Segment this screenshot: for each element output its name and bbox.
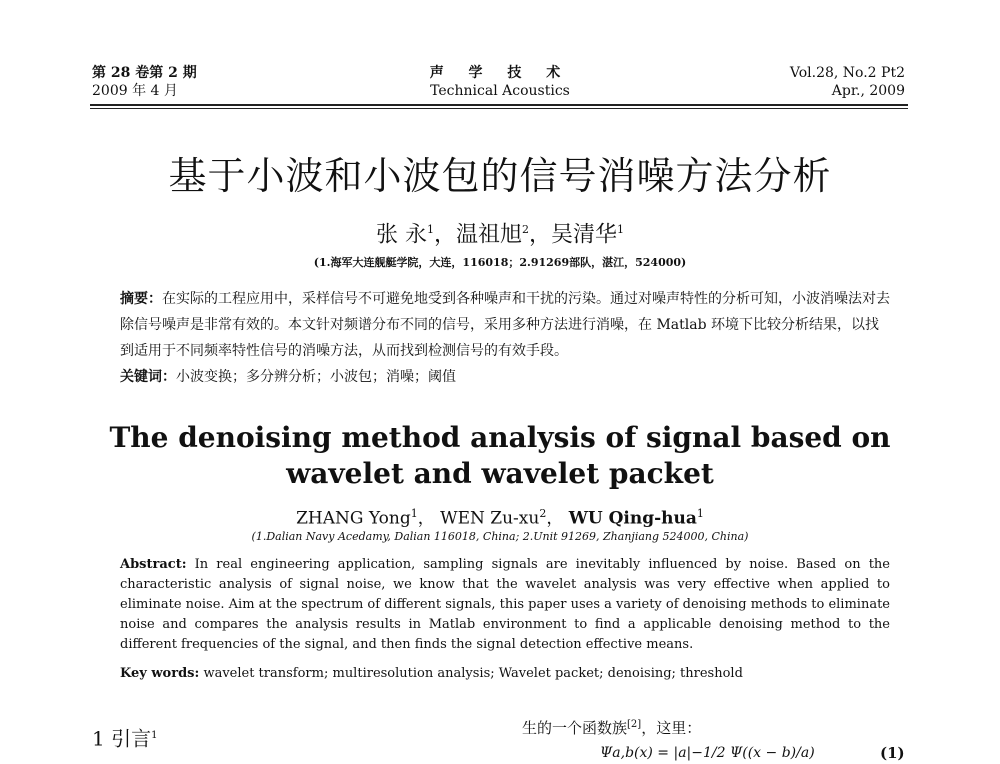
paper-title-en: The denoising method analysis of signal based on wavelet and wavelet packet (109, 421, 891, 490)
author-affil-mark: 2 (539, 507, 547, 520)
author-name: 张 永 (375, 222, 427, 248)
equation-number: (1) (880, 744, 905, 762)
affiliation-en: (1.Dalian Navy Acedamy, Dalian 116018, China; 2.Unit 91269, Zhanjiang 524000, China) (251, 530, 749, 543)
issue-volume: 第 28 卷第 2 期 (92, 65, 197, 81)
author-affil-mark: 1 (426, 223, 434, 236)
body-text-column2 (522, 714, 701, 739)
affiliation-cn: (1.海军大连舰艇学院，大连，116018；2.91269部队，湛江，524000) (313, 256, 687, 269)
abstract-en-label: Abstract: (120, 557, 187, 572)
author-separator: ， (546, 508, 569, 529)
author-name: 温祖旭 (455, 222, 522, 248)
abstract-cn (120, 286, 890, 364)
citation-ref: [2] (627, 719, 642, 730)
author-affil-mark: 1 (617, 223, 625, 236)
abstract-cn-text: 在实际的工程应用中，采样信号不可避免地受到各种噪声和干扰的污染。通过对噪声特性的分析可知，小波消噪法对去除信号噪声是非常有效的。本文针对频谱分布不同的信号，采用多种方法进行消噪，在 Matlab 环境下比较分析结果，以找到适用于不同频率特性信号的消噪方法，从而找到检测信号的有效手段。 (120, 291, 890, 359)
author-separator: ， (529, 222, 552, 248)
abstract-cn-label: 摘要： (120, 291, 162, 307)
author-affil-mark: 1 (696, 507, 704, 520)
author-name-en: WU Qing-hua (568, 508, 697, 529)
section-title: 1 引言 (92, 726, 152, 751)
journal-name-en: Technical Acoustics (430, 83, 570, 99)
abstract-en (120, 555, 890, 655)
paper-title-cn: 基于小波和小波包的信号消噪方法分析 (168, 154, 832, 198)
author-name: 吴清华 (551, 222, 618, 248)
author-separator: ， (433, 222, 456, 248)
abstract-en-text: In real engineering application, sampling signals are inevitably influenced by noise. Based on the characteristic analysis of signal noise, we know that the wavelet analysis was very effective when applied to eliminate noise. Aim at the spectrum of different signals, this paper uses a variety of denoising methods to eliminate noise and compares the analysis results in Matlab environment to find a applicable denoising method to the different frequencies of the signal, and then finds the signal detection effective means. (120, 557, 891, 652)
issue-volume-en: Vol.28, No.2 Pt2 (789, 65, 905, 81)
journal-issue-en (790, 64, 905, 100)
author-separator: ， (417, 508, 441, 529)
issue-date: 2009 年 4 月 (92, 83, 178, 99)
author-affil-mark: 1 (410, 507, 418, 520)
keywords-en (120, 664, 890, 684)
author-affil-mark: 2 (522, 223, 529, 236)
keywords-en-label: Key words: (120, 666, 200, 681)
author-name-en: ZHANG Yong (296, 508, 411, 529)
keywords-cn-label: 关键词： (120, 369, 176, 385)
author-list-cn (0, 215, 1000, 250)
issue-date-en: Apr., 2009 (831, 83, 905, 99)
body-text: 生的一个函数族 (522, 719, 628, 737)
keywords-cn-text: 小波变换；多分辨分析；小波包；消噪；阈值 (176, 369, 456, 385)
journal-name-cn: 声 学 技 术 (429, 65, 571, 81)
header-rule-thick (90, 104, 908, 106)
keywords-en-text: wavelet transform; multiresolution analysis; Wavelet packet; denoising; threshold (203, 666, 743, 681)
keywords-cn (120, 364, 890, 390)
body-text: ，这里： (641, 719, 702, 737)
header-rule-thin (90, 108, 908, 109)
footnote-mark: 1 (151, 730, 158, 741)
equation-1: Ψa,b(x) = |a|−1/2 Ψ((x − b)/a) (600, 745, 815, 761)
section-heading-introduction (92, 722, 157, 753)
author-name-en: WEN Zu-xu (440, 508, 540, 529)
author-list-en (0, 502, 1000, 531)
